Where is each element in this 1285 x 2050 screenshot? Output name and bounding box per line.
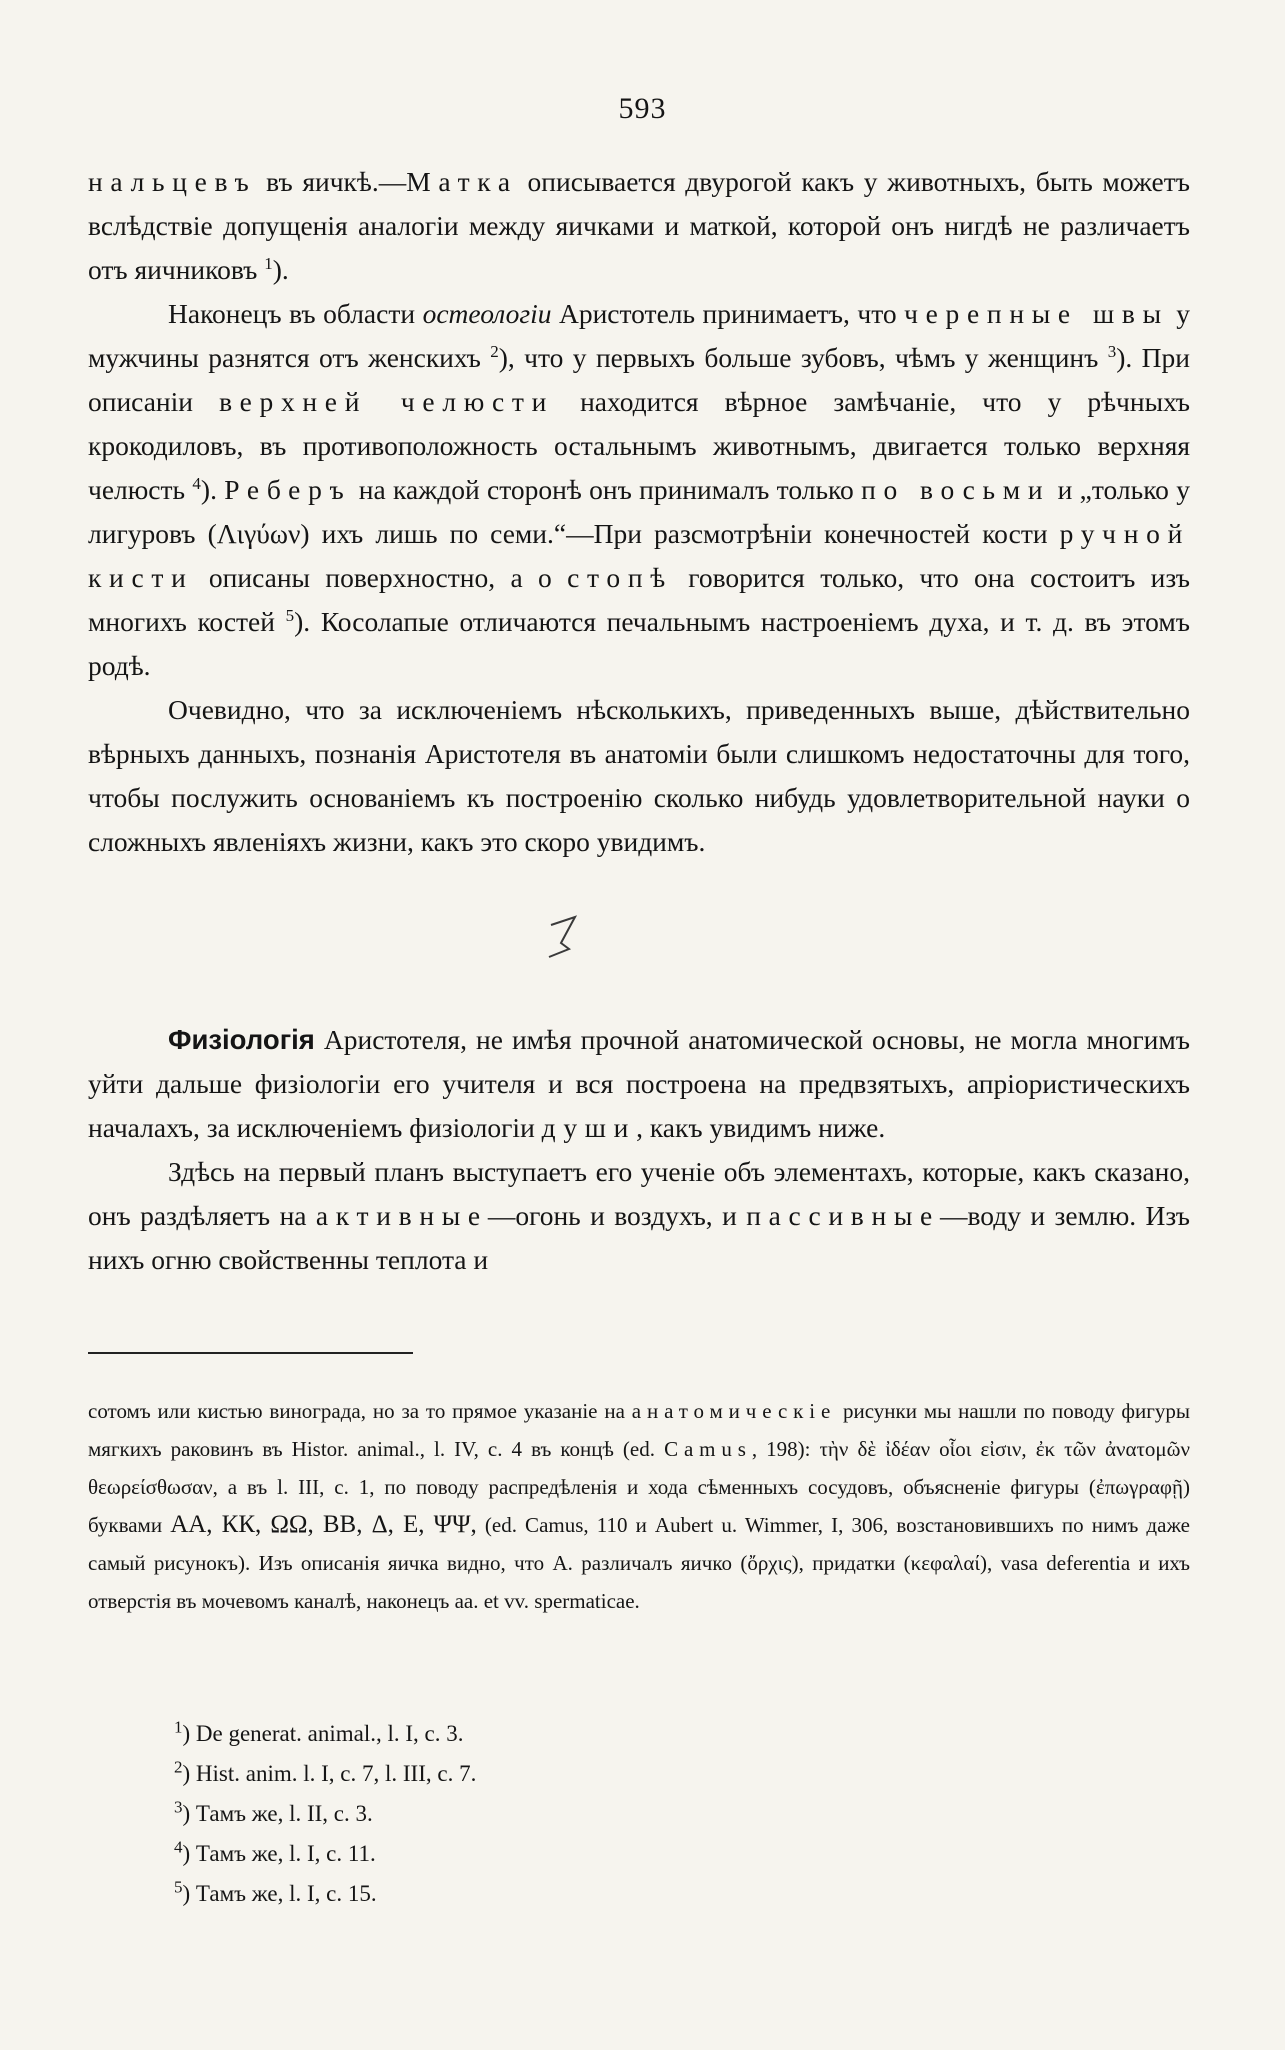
footnote-mark: 3 <box>174 1797 183 1817</box>
footnote-ref: 2 <box>490 341 499 361</box>
text: ). Косолапые отличаются печальнымъ настроеніемъ духа, и т. д. въ этомъ родѣ. <box>88 606 1190 681</box>
text: —воду и землю. Изъ нихъ огню свойственны теплота и <box>88 1200 1190 1275</box>
text: , 198): τὴν δὲ ἰδέαν οἷοι εἰσιν, ἐκ τῶν ἀνατομῶν θεωρείσθωσαν, а въ l. III, c. 1, по поводу распредѣленія и хода сѣменныхъ сосудовъ, объясненіе фигуры (ἐπωγραφῇ) буквами <box>88 1437 1190 1537</box>
paragraph-2 <box>88 292 1190 688</box>
text: Здѣсь на первый планъ выступаетъ его ученіе объ элементахъ, которые, какъ сказано, онъ раздѣляетъ на <box>88 1156 1190 1231</box>
text: ), что у первыхъ больше зубовъ, чѣмъ у женщинъ <box>498 342 1108 373</box>
footnote-ref: 4 <box>192 473 201 493</box>
text: въ яичкѣ.— <box>256 166 407 197</box>
spaced-term: стопѣ <box>567 562 673 593</box>
paragraph-1 <box>88 160 1190 292</box>
footnote-continuation <box>88 1392 1190 1620</box>
spaced-term: ручной кисти <box>88 518 1190 593</box>
text: —огонь и воздухъ, и <box>487 1200 747 1231</box>
spaced-term: нальцевъ <box>88 166 257 197</box>
text: (ed. Camus, 110 и Aubert u. Wimmer, I, 306, возстановившихъ по нимъ даже самый рисунокъ). Изъ описанія яичка видно, что А. различалъ яичко (ὄρχις), придатки (κεφαλαί), vasa deferentia и ихъ отверстія въ мочевомъ каналѣ, наконецъ aa. et vv. spermaticae. <box>88 1513 1190 1613</box>
footnote-mark: 5 <box>174 1877 183 1897</box>
text: , какъ увидимъ ниже. <box>636 1112 886 1143</box>
page-number: 593 <box>618 92 667 125</box>
spaced-term: по восьми <box>861 474 1051 505</box>
footnote-text: ) Тамъ же, l. I, c. 15. <box>182 1881 377 1906</box>
footnote-mark: 4 <box>174 1837 183 1857</box>
text: ). <box>272 254 289 285</box>
spaced-term: Реберъ <box>224 474 352 505</box>
text: описывается двурогой какъ у животныхъ, быть можетъ вслѣдствіе допущенія аналогіи между яичками и маткой, которой онъ нигдѣ не различаетъ отъ яичниковъ <box>88 166 1190 285</box>
text: Аристотель принимаетъ, что <box>551 298 905 329</box>
text: описаны поверхностно, а о <box>193 562 568 593</box>
spaced-term: пассивные <box>746 1200 940 1231</box>
spaced-term: души <box>541 1112 637 1143</box>
bold-term: Физіологія <box>168 1024 315 1055</box>
pencil-mark-icon <box>545 905 585 960</box>
text: у мужчины разнятся отъ женскихъ <box>88 298 1190 373</box>
spaced-term: верхней челюсти <box>219 386 555 417</box>
text: и „только у лигуровъ (Λιγύων) ихъ лишь по семи.“—При разсмотрѣніи конечностей кости <box>88 474 1190 549</box>
spaced-term: активные <box>315 1200 488 1231</box>
figure-letters: АА, КК, ΩΩ, ВВ, Δ, Е, ΨΨ, <box>170 1511 477 1538</box>
text: ). При описаніи <box>88 342 1191 417</box>
footnote-2 <box>174 1755 476 1793</box>
paragraph-5 <box>88 1150 1190 1282</box>
footnote-1 <box>174 1715 464 1753</box>
footnote-ref: 3 <box>1107 341 1117 361</box>
paragraph-3 <box>88 688 1190 864</box>
footnote-ref: 5 <box>285 605 295 625</box>
footnote-mark: 1 <box>174 1717 183 1737</box>
text: на каждой сторонѣ онъ принималъ только <box>351 474 862 505</box>
footnote-5 <box>174 1875 377 1913</box>
footnote-mark: 2 <box>174 1757 183 1777</box>
text: Наконецъ въ области <box>168 298 423 329</box>
footnote-text: ) De generat. animal., l. I, c. 3. <box>182 1721 464 1746</box>
text: говорится только, что она состоитъ изъ многихъ костей <box>88 562 1190 637</box>
italic-term: остеологіи <box>422 298 552 329</box>
text: Аристотеля, не имѣя прочной анатомической основы, не могла многимъ уйти дальше физіологіи его учителя и вся построена на предвзятыхъ, апріористическихъ началахъ, за исключеніемъ физіологіи <box>88 1024 1190 1143</box>
text: ). <box>200 474 225 505</box>
footnote-3 <box>174 1795 373 1833</box>
text: рисунки мы нашли по поводу фигуры мягкихъ раковинъ въ Histor. animal., l. IV, c. 4 въ концѣ (ed. <box>88 1399 1191 1461</box>
footnote-ref: 1 <box>264 253 273 273</box>
spaced-term: черепные швы <box>904 298 1169 329</box>
footnote-4 <box>174 1835 376 1873</box>
text: находится вѣрное замѣчаніе, что у рѣчныхъ крокодиловъ, въ противоположность остальнымъ животнымъ, двигается только верхняя челюсть <box>88 386 1190 505</box>
text: сотомъ или кистью винограда, но за то прямое указаніе на <box>88 1399 632 1423</box>
paragraph-4 <box>88 1018 1190 1150</box>
main-text <box>88 160 1190 864</box>
footnote-text: ) Тамъ же, l. I, c. 11. <box>182 1841 376 1866</box>
main-text-continued <box>88 1018 1190 1282</box>
spaced-term: анатомическіе <box>631 1399 837 1423</box>
footnote-text: ) Тамъ же, l. II, c. 3. <box>182 1801 373 1826</box>
footnote-divider <box>88 1352 413 1354</box>
spaced-term: Матка <box>406 166 518 197</box>
footnote-text: ) Hist. anim. l. I, c. 7, l. III, c. 7. <box>182 1761 477 1786</box>
spaced-term: Camus <box>664 1437 752 1461</box>
text: Очевидно, что за исключеніемъ нѣсколькихъ, приведенныхъ выше, дѣйствительно вѣрныхъ данныхъ, познанія Аристотеля въ анатоміи были слишкомъ недостаточны для того, чтобы послужить основаніемъ къ построенію сколько нибудь удовлетворительной науки о сложныхъ явленіяхъ жизни, какъ это скоро увидимъ. <box>88 694 1190 857</box>
